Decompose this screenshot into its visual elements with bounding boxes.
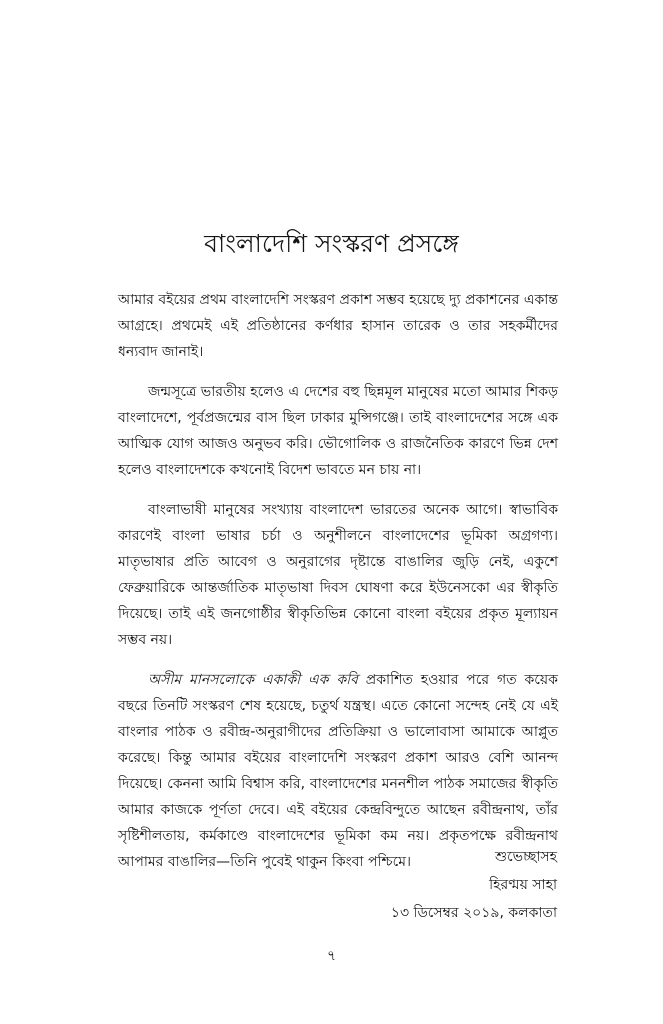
greeting: শুভেচ্ছাসহ: [494, 849, 557, 865]
paragraph-1: আমার বইয়ের প্রথম বাংলাদেশি সংস্করণ প্রকাশ সম্ভব হয়েছে দ্যু প্রকাশনের একান্ত আগ্রহে। প্রথমেই এই প্রতিষ্ঠানের কর্ণধার হাসান তারেক ও তার সহকর্মীদের ধন্যবাদ জানাই।: [118, 292, 558, 360]
author-name: হিরণ্ময় সাহা: [489, 877, 557, 893]
preface-body: [118, 287, 558, 889]
signature-block: [391, 843, 557, 927]
page-title: বাংলাদেশি সংস্করণ প্রসঙ্গে: [204, 229, 459, 258]
book-title-italic: অসীম মানসলোকে একাকী এক কবি: [148, 672, 358, 688]
date-place: ১৩ ডিসেম্বর ২০১৯, কলকাতা: [390, 905, 557, 921]
paragraph-3: বাংলাভাষী মানুষের সংখ্যায় বাংলাদেশ ভারতের অনেক আগে। স্বাভাবিক কারণেই বাংলা ভাষার চর্চা ও অনুশীলনে বাংলাদেশের ভূমিকা অগ্রগণ্য। মাতৃভাষার প্রতি আবেগ ও অনুরাগের দৃষ্টান্তে বাঙালির জুড়ি নেই, একুশে ফেব্রুয়ারিকে আন্তর্জাতিক মাতৃভাষা দিবস ঘোষণা করে ইউনেসকো এর স্বীকৃতি দিয়েছে। তাই এই জনগোষ্ঠীর স্বীকৃতিভিন্ন কোনো বাংলা বইয়ের প্রকৃত মূল্যায়ন সম্ভব নয়।: [118, 502, 558, 648]
page-number: ৭: [326, 948, 337, 964]
paragraph-2: জন্মসূত্রে ভারতীয় হলেও এ দেশের বহু ছিন্নমূল মানুষের মতো আমার শিকড় বাংলাদেশে, পূর্বপ্রজন্মের বাস ছিল ঢাকার মুন্সিগঞ্জে। তাই বাংলাদেশের সঙ্গে এক আত্মিক যোগ আজও অনুভব করি। ভৌগোলিক ও রাজনৈতিক কারণে ভিন্ন দেশ হলেও বাংলাদেশকে কখনোই বিদেশ ভাবতে মন চায় না।: [118, 384, 558, 478]
paragraph-4-text: প্রকাশিত হওয়ার পরে গত কয়েক বছরে তিনটি সংস্করণ শেষ হয়েছে, চতুর্থ যন্ত্রস্থ। এতে কোনো সন্দেহ নেই যে এই বাংলার পাঠক ও রবীন্দ্র-অনুরাগীদের প্রতিক্রিয়া ও ভালোবাসা আমাকে আপ্লুত করেছে। কিন্তু আমার বইয়ের বাংলাদেশি সংস্করণ প্রকাশ আরও বেশি আনন্দ দিয়েছে। কেননা আমি বিশ্বাস করি, বাংলাদেশের মননশীল পাঠক সমাজের স্বীকৃতি আমার কাজকে পূর্ণতা দেবে। এই বইয়ের কেন্দ্রবিন্দুতে আছেন রবীন্দ্রনাথ, তাঁর সৃষ্টিশীলতায়, কর্মকাণ্ডে বাংলাদেশের ভূমিকা কম নয়। প্রকৃতপক্ষে রবীন্দ্রনাথ আপামর বাঙালির—তিনি পুবেই থাকুন কিংবা পশ্চিমে।: [118, 672, 558, 870]
